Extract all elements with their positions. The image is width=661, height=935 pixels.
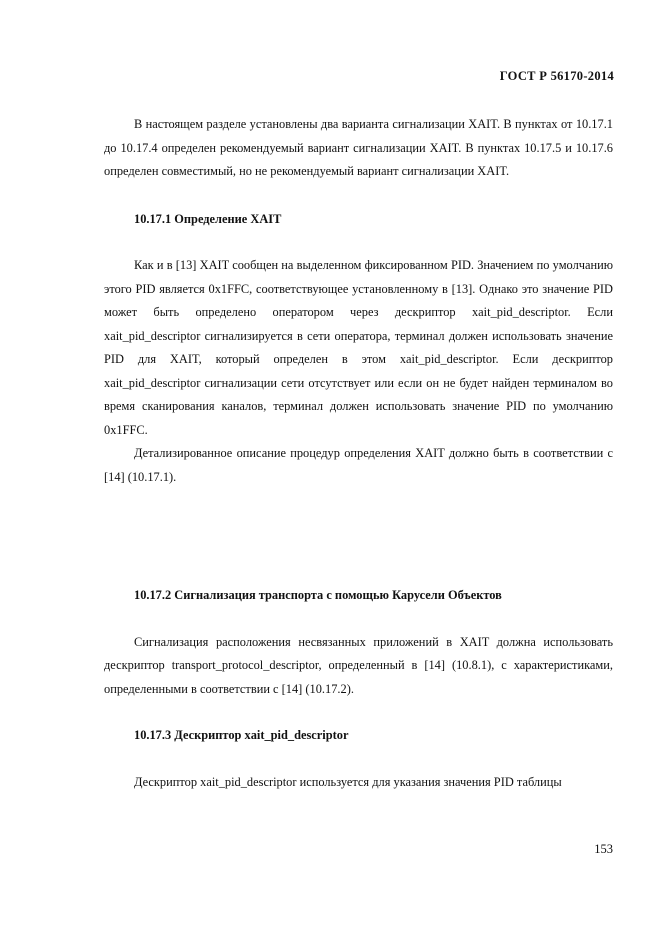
page-number: 153 [594, 842, 613, 856]
document-header: ГОСТ Р 56170-2014 [499, 69, 614, 83]
intro-paragraph: В настоящем разделе установлены два варианта сигнализации XAIT. В пунктах от 10.17.1 до 10.17.4 определен рекомендуемый вариант сигнализации XAIT. В пунктах 10.17.5 и 10.17.6 определен совместимый, но не рекомендуемый вариант сигнализации XAIT. [104, 117, 613, 178]
body-paragraph: Детализированное описание процедур определения XAIT должно быть в соответствии с [14] (10.17.1). [104, 446, 613, 484]
body-paragraph: Сигнализация расположения несвязанных приложений в XAIT должна использовать дескриптор transport_protocol_descriptor, определенный в [14] (10.8.1), с характеристиками, определенными в соответствии с [14] (10.17.2). [104, 634, 613, 696]
page-content [104, 113, 613, 794]
section-heading: 10.17.3 Дескриптор xait_pid_descriptor [134, 728, 349, 742]
section-heading: 10.17.2 Сигнализация транспорта с помощью Карусели Объектов [134, 588, 502, 602]
body-paragraph: Дескриптор xait_pid_descriptor используется для указания значения PID таблицы [134, 774, 562, 789]
section-heading: 10.17.1 Определение XAIT [134, 211, 282, 226]
body-paragraph: Как и в [13] XAIT сообщен на выделенном фиксированном PID. Значением по умолчанию этого PID является 0x1FFC, соответствующее установленному в [13]. Однако это значение PID может быть определено оператором через дескриптор xait_pid_descriptor. Если xait_pid_descriptor сигнализируется в сети оператора, терминал должен использовать значение PID для XAIT, который определен в этом xait_pid_descriptor. Если дескриптор xait_pid_descriptor сигнализации сети отсутствует или если он не будет найден терминалом во время сканирования каналов, терминал должен использовать значение PID по умолчанию 0x1FFC. [104, 258, 613, 437]
